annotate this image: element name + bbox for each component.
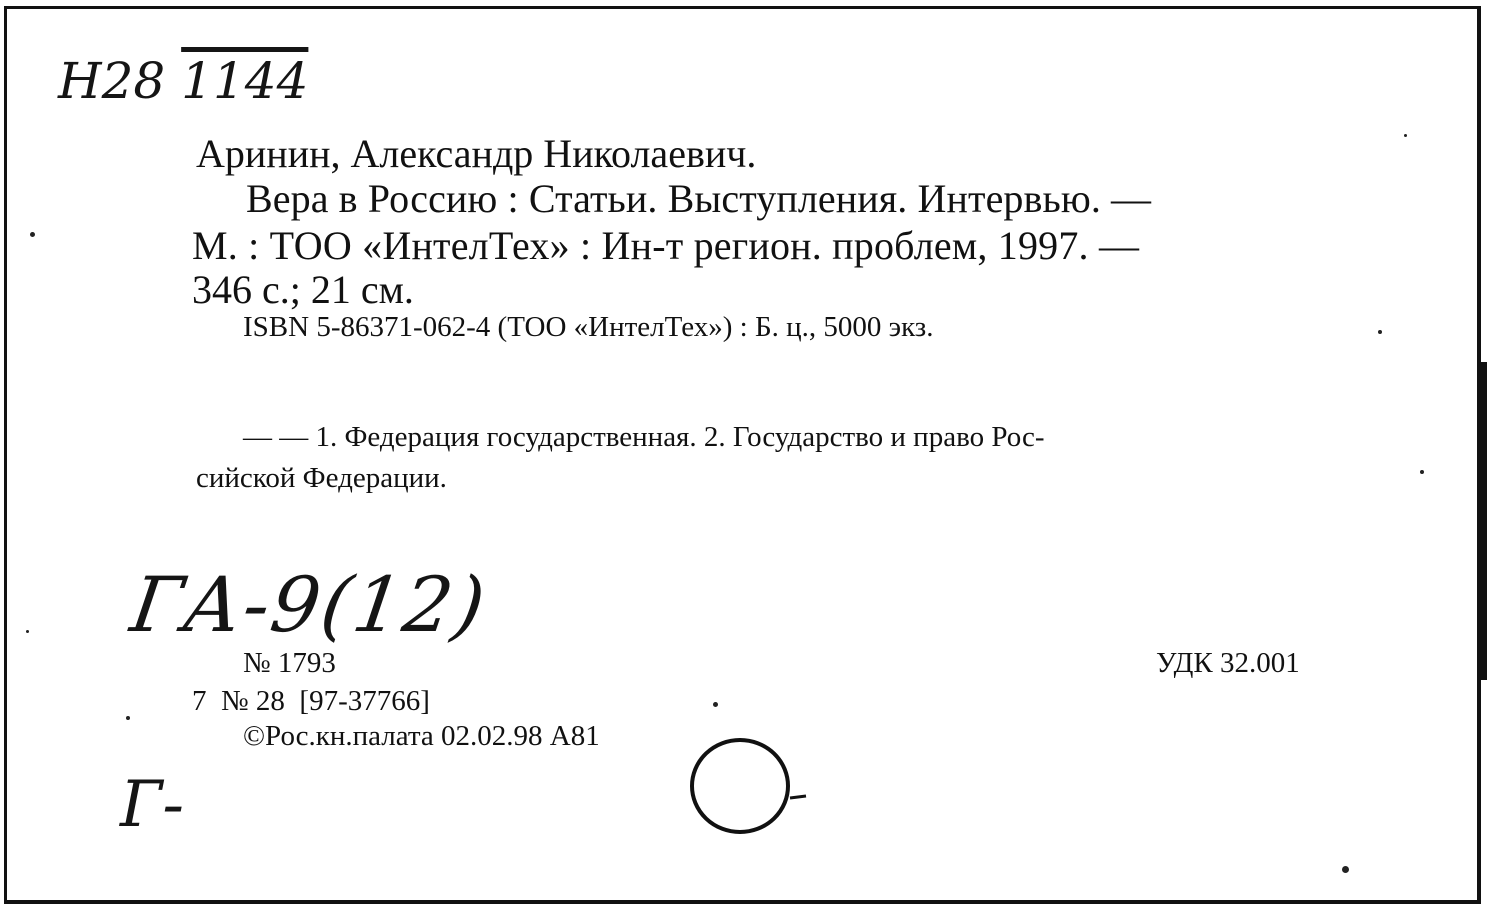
title-line-3: 346 с.; 21 см. [192, 267, 414, 312]
hand-drawn-circle-icon [684, 728, 814, 838]
card-border-top [4, 6, 1478, 9]
card-border-bottom [4, 900, 1480, 904]
scan-speck [1404, 134, 1407, 137]
shelf-mark-prefix: Н28 [58, 52, 166, 110]
record-number: № 1793 [243, 647, 336, 679]
scan-speck [26, 630, 29, 633]
title-line-2: М. : ТОО «ИнтелТех» : Ин-т регион. проблем, 1997. — [192, 223, 1140, 268]
udc-code: УДК 32.001 [1156, 647, 1300, 679]
book-chamber-line: ©Рос.кн.палата 02.02.98 А81 [243, 720, 600, 752]
scan-speck [30, 232, 35, 237]
scan-speck [1342, 866, 1349, 873]
classification-mark: ГА-9(12) [125, 560, 493, 649]
scan-speck [1420, 470, 1424, 474]
scan-speck [713, 702, 718, 707]
scan-speck [1378, 330, 1382, 334]
subject-line-2: сийской Федерации. [196, 462, 447, 494]
card-border-left [4, 6, 7, 904]
isbn-line: ISBN 5-86371-062-4 (ТОО «ИнтелТех») : Б. ц., 5000 экз. [243, 311, 934, 343]
shelf-mark [58, 52, 308, 110]
scan-speck [126, 716, 130, 720]
lot-line: 7 № 28 [97-37766] [192, 685, 430, 717]
author-heading: Аринин, Александр Николаевич. [196, 131, 757, 176]
mark-bottom-left: Г- [120, 768, 184, 842]
card-edge-shadow [1480, 362, 1487, 680]
subject-line-1: — — 1. Федерация государственная. 2. Государство и право Рос- [243, 421, 1045, 453]
shelf-mark-number: 1144 [181, 52, 309, 110]
title-line-1: Вера в Россию : Статьи. Выступления. Интервью. — [246, 176, 1152, 221]
